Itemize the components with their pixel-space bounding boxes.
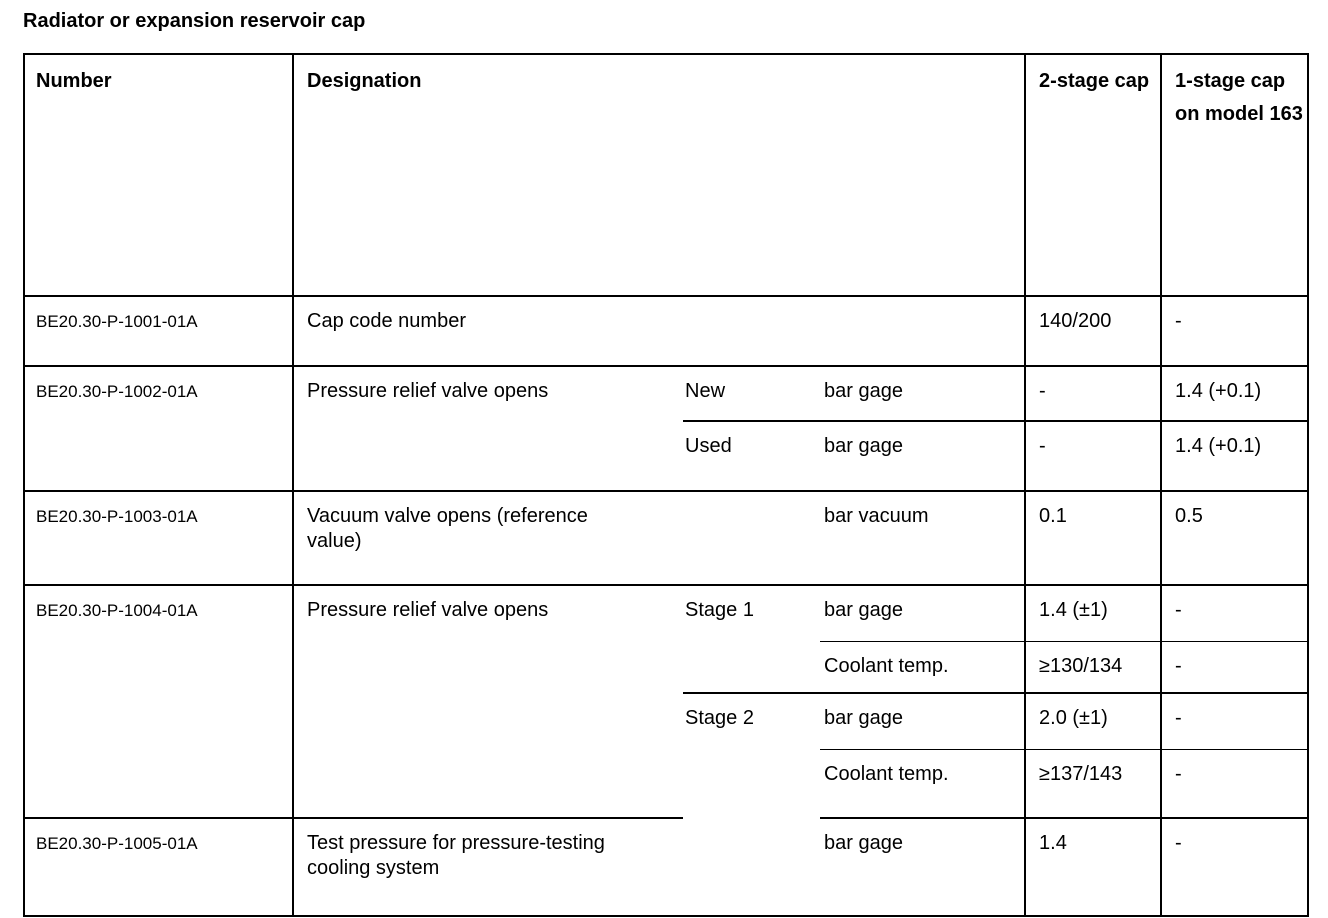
- row-number: BE20.30-P-1003-01A: [36, 507, 198, 526]
- header-one-stage: 1-stage cap on model 163: [1161, 54, 1308, 296]
- row-one-stage-value: -: [1161, 693, 1308, 749]
- row-condition: Stage 1: [685, 599, 754, 621]
- row-two-stage-value: 1.4 (±1): [1025, 585, 1161, 641]
- row-one-stage-value: 1.4 (+0.1): [1161, 421, 1308, 491]
- row-two-stage-value: 140/200: [1025, 296, 1161, 366]
- row-designation: Cap code number: [293, 296, 1025, 366]
- header-number: Number: [24, 54, 293, 296]
- row-designation: Vacuum valve opens (reference value): [293, 491, 683, 585]
- row-number: BE20.30-P-1002-01A: [36, 382, 198, 401]
- row-one-stage-value: -: [1161, 749, 1308, 818]
- page-title: Radiator or expansion reservoir cap: [23, 10, 366, 32]
- row-condition: Stage 2: [683, 693, 820, 818]
- row-unit: bar vacuum: [820, 491, 1025, 585]
- row-one-stage-value: 1.4 (+0.1): [1161, 366, 1308, 421]
- header-two-stage: 2-stage cap: [1025, 54, 1161, 296]
- table-row: [24, 491, 1308, 585]
- row-one-stage-value: -: [1161, 818, 1308, 916]
- row-two-stage-value: ≥130/134: [1025, 641, 1161, 693]
- row-one-stage-value: 0.5: [1161, 491, 1308, 585]
- row-unit: bar gage: [820, 693, 1025, 749]
- row-one-stage-value: -: [1161, 641, 1308, 693]
- row-unit: bar gage: [820, 818, 1025, 916]
- row-unit: bar gage: [824, 380, 903, 402]
- row-condition: New: [685, 380, 726, 402]
- row-unit: Coolant temp.: [820, 641, 1025, 693]
- table-row: [24, 296, 1308, 366]
- row-number: BE20.30-P-1001-01A: [36, 312, 198, 331]
- table-header-row: [24, 54, 1308, 296]
- row-two-stage-value: 2.0 (±1): [1025, 693, 1161, 749]
- row-two-stage-value: 0.1: [1025, 491, 1161, 585]
- row-two-stage-value: ≥137/143: [1025, 749, 1161, 818]
- row-unit: Coolant temp.: [820, 749, 1025, 818]
- row-unit: bar gage: [824, 599, 903, 621]
- row-unit: bar gage: [820, 421, 1025, 491]
- row-two-stage-value: -: [1025, 421, 1161, 491]
- table-row: [24, 585, 1308, 641]
- table-row: [24, 818, 1308, 916]
- header-designation: Designation: [293, 54, 1025, 296]
- row-one-stage-value: -: [1161, 585, 1308, 641]
- spec-table: [23, 53, 1309, 917]
- row-designation: Test pressure for pressure-testing cooling system: [293, 818, 683, 916]
- row-condition: Used: [683, 421, 820, 491]
- row-two-stage-value: 1.4: [1025, 818, 1161, 916]
- row-designation: Pressure relief valve opens: [293, 366, 683, 491]
- row-one-stage-value: -: [1161, 296, 1308, 366]
- row-two-stage-value: -: [1025, 366, 1161, 421]
- table-row: [24, 366, 1308, 421]
- row-number: BE20.30-P-1004-01A: [36, 601, 198, 620]
- row-designation: Pressure relief valve opens: [293, 585, 683, 818]
- row-number: BE20.30-P-1005-01A: [36, 834, 198, 853]
